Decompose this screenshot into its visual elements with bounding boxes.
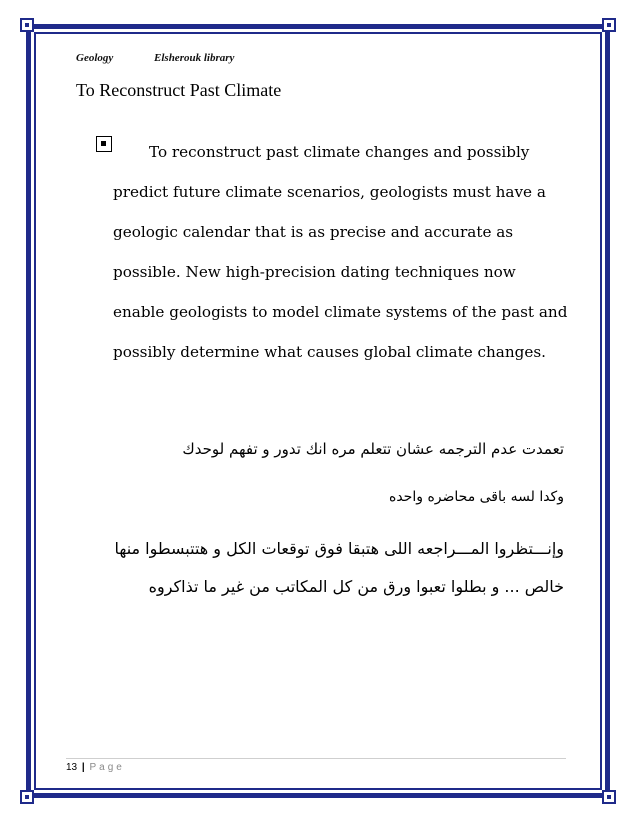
body-paragraph [113, 132, 573, 372]
page-footer [66, 762, 125, 773]
paragraph-line: To reconstruct past climate changes and possibly [149, 143, 530, 161]
arabic-note-line: وإنـــتظروا المـــراجعه اللى هتبقا فوق توقعات الكل و هتتبسطوا منها [114, 539, 564, 558]
paragraph-line: possibly determine what causes global climate changes. [113, 343, 546, 361]
page-number: 13 [66, 762, 78, 773]
square-bullet-icon [96, 136, 112, 152]
paragraph-line: predict future climate scenarios, geologists must have a [113, 183, 546, 201]
arabic-note-line: تعمدت عدم الترجمه عشان تتعلم مره انك تدور و تفهم لوحدك [182, 440, 564, 458]
header-subject: Geology [76, 52, 114, 64]
footer-separator: | [81, 762, 85, 773]
header-library: Elsherouk library [154, 52, 235, 64]
arabic-note-line: خالص ... و بطلوا تعبوا ورق من كل المكاتب من غير ما تذاكروه [148, 577, 564, 596]
corner-ornament [602, 18, 616, 32]
corner-ornament [20, 790, 34, 804]
paragraph-line: possible. New high-precision dating techniques now [113, 263, 516, 281]
paragraph-line: enable geologists to model climate systems of the past and [113, 303, 568, 321]
corner-ornament [20, 18, 34, 32]
section-title: To Reconstruct Past Climate [76, 80, 282, 100]
page-label: Page [89, 762, 125, 773]
page-header [76, 52, 234, 64]
arabic-note-line: وكدا لسه باقى محاضره واحده [389, 489, 564, 505]
footer-divider [66, 758, 566, 759]
corner-ornament [602, 790, 616, 804]
paragraph-line: geologic calendar that is as precise and accurate as [113, 223, 514, 241]
